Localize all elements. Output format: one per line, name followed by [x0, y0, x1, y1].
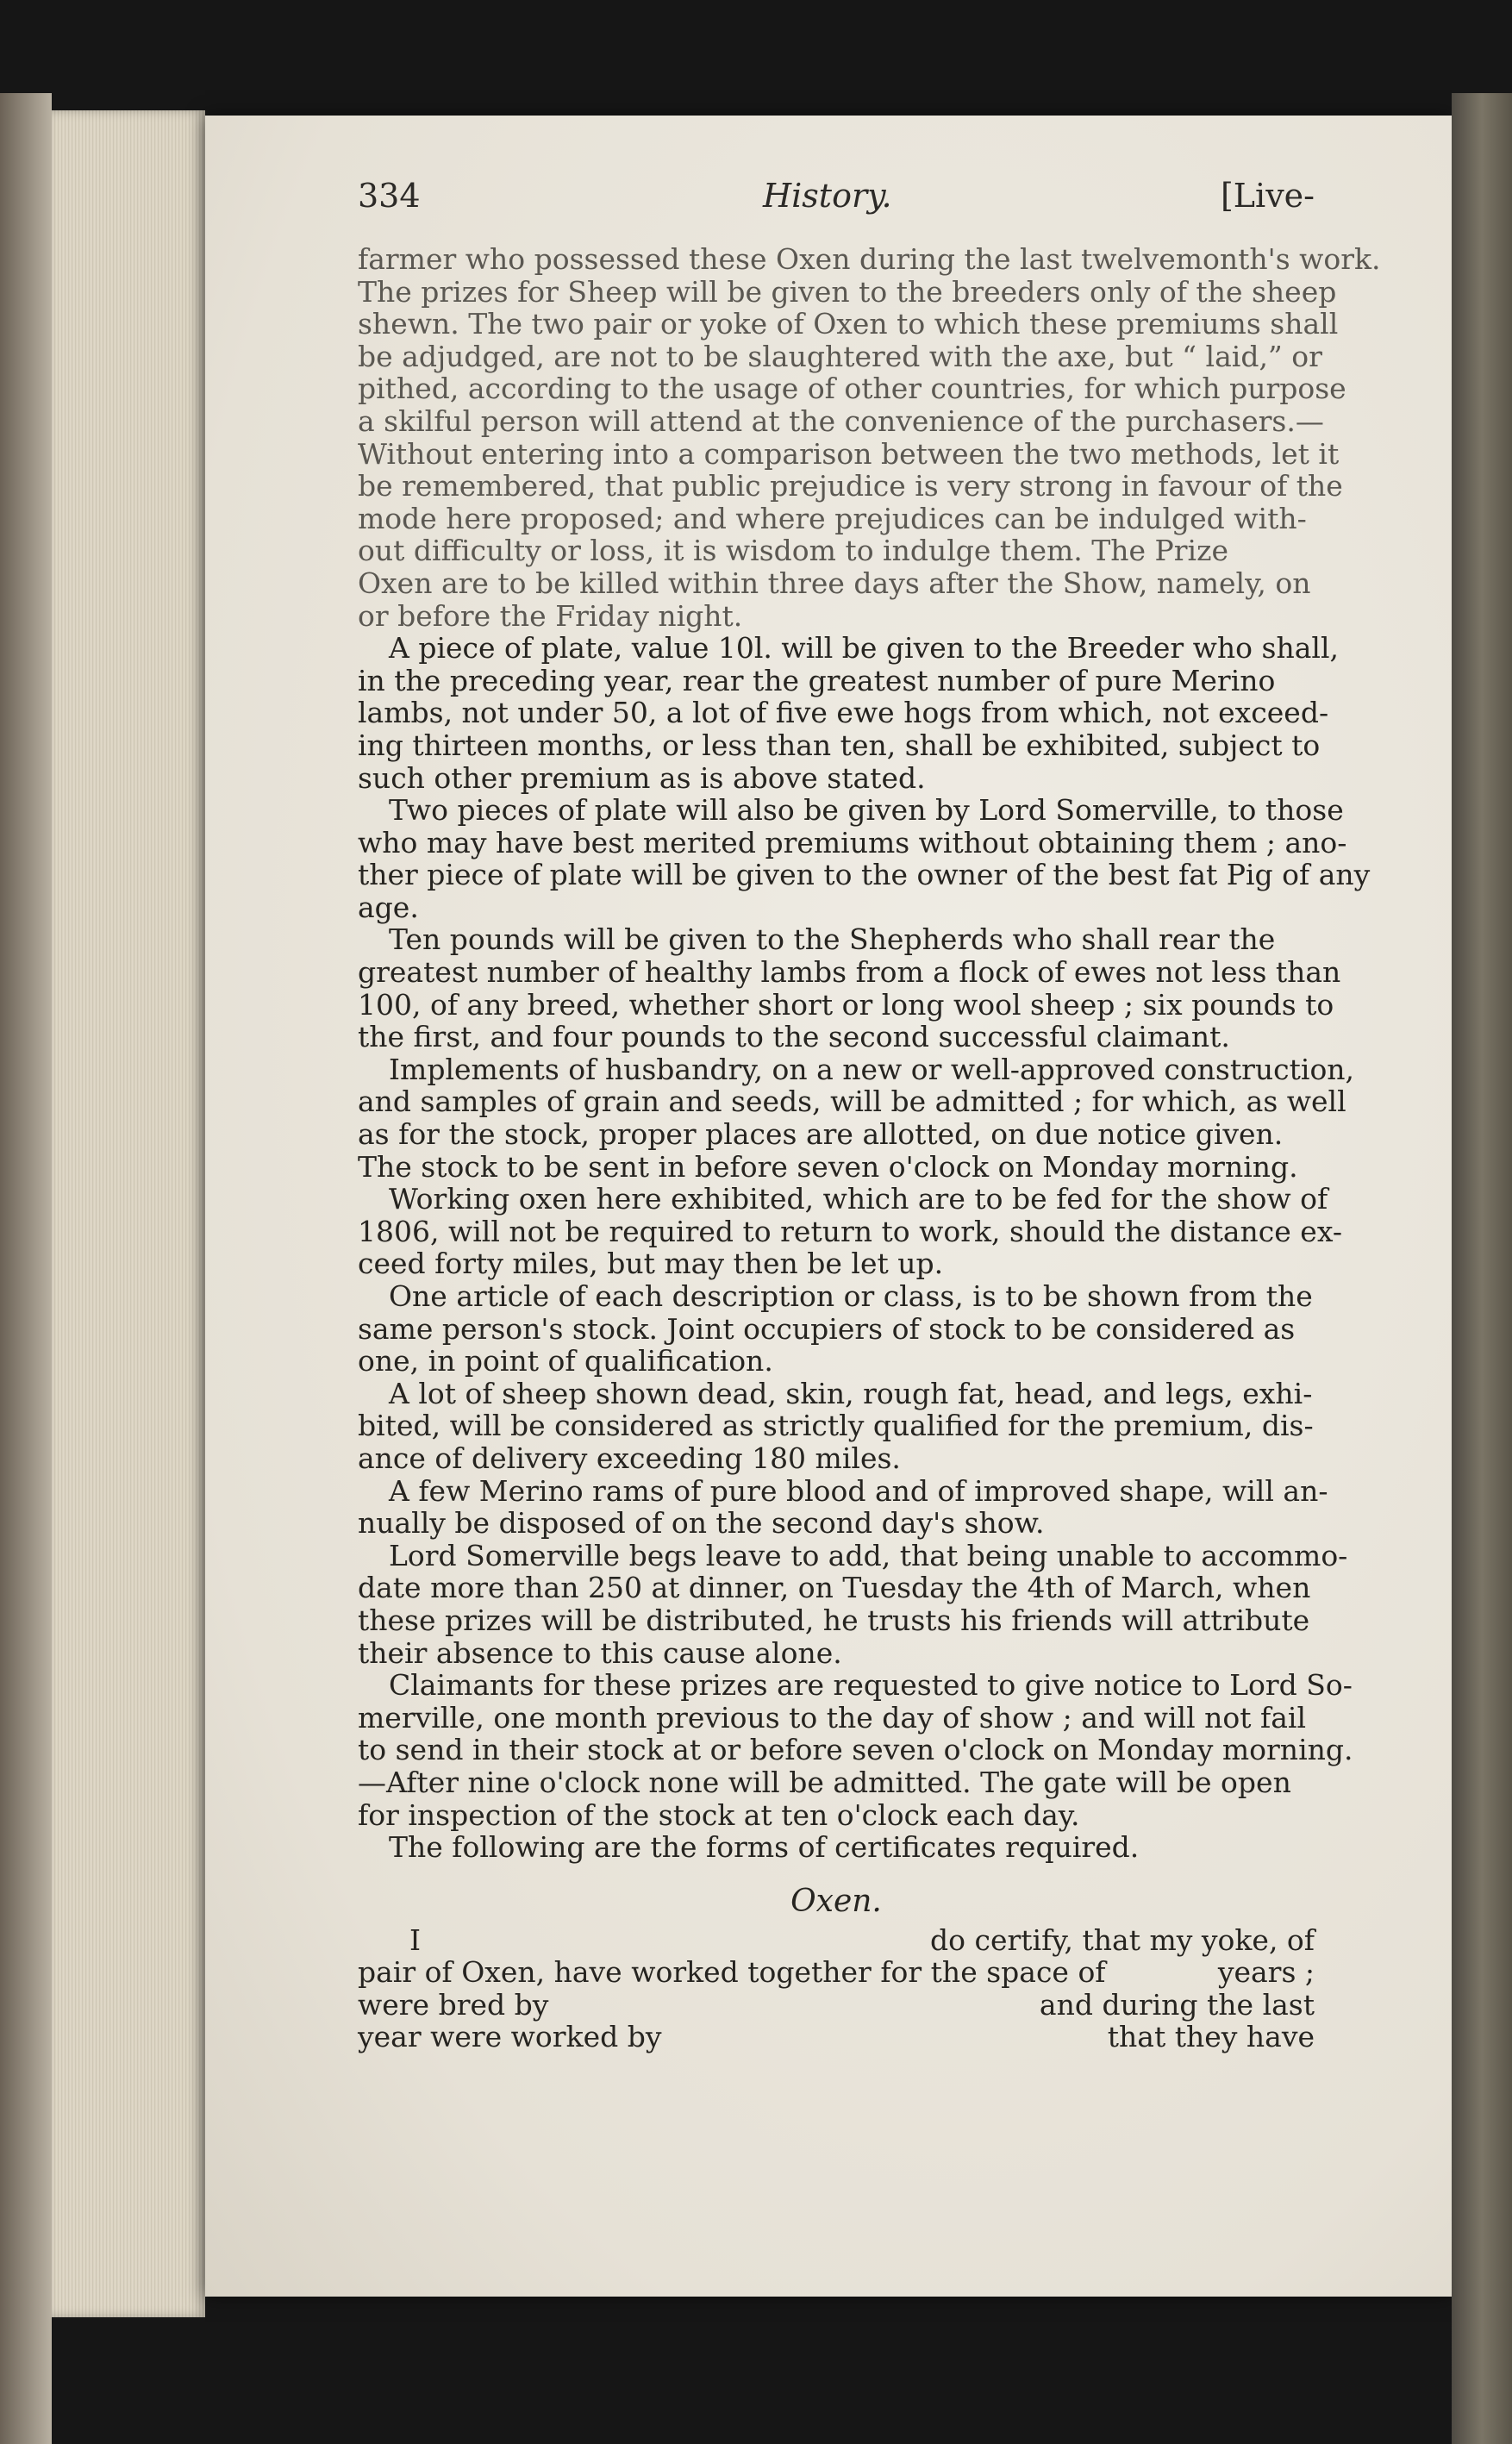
certificate-text-right: that they have	[1107, 2020, 1315, 2054]
text-line: Implements of husbandry, on a new or well-approved construction,	[389, 1052, 1355, 1086]
certificate-line	[358, 1956, 1315, 1989]
certificate-text-right: years ;	[1217, 1955, 1315, 1990]
paragraph	[358, 1473, 1328, 1541]
text-line: who may have best merited premiums without obtaining them ; ano-	[358, 825, 1347, 859]
running-title: History.	[763, 177, 892, 215]
text-line: their absence to this cause alone.	[358, 1635, 842, 1670]
text-line: ing thirteen months, or less than ten, shall be exhibited, subject to	[358, 728, 1321, 762]
paragraph	[358, 793, 1371, 924]
text-line: Without entering into a comparison between the two methods, let it	[358, 436, 1340, 471]
certificate-line	[358, 2021, 1315, 2053]
text-line: Oxen are to be killed within three days after the Show, namely, on	[358, 566, 1311, 600]
text-line: mode here proposed; and where prejudices can be indulged with-	[358, 501, 1307, 535]
text-line: lambs, not under 50, a lot of five ewe hogs from which, not exceed-	[358, 696, 1329, 730]
text-line: to send in their stock at or before seven o'clock on Monday morning.	[358, 1733, 1353, 1767]
certificate-form	[358, 1879, 1315, 2053]
text-line: The prizes for Sheep will be given to the breeders only of the sheep	[358, 274, 1337, 309]
certificate-text-right: do certify, that my yoke, of	[930, 1922, 1315, 1957]
book-right-edge	[1452, 93, 1512, 2444]
text-line: bited, will be considered as strictly qualified for the premium, dis-	[358, 1409, 1314, 1443]
text-line: these prizes will be distributed, he trusts his friends will attribute	[358, 1603, 1310, 1637]
text-line: ance of delivery exceeding 180 miles.	[358, 1441, 901, 1475]
certificate-heading: Oxen.	[790, 1883, 882, 1919]
text-line: date more than 250 at dinner, on Tuesday the 4th of March, when	[358, 1571, 1311, 1605]
page-header	[358, 177, 1315, 228]
text-line: a skilful person will attend at the convenience of the purchasers.—	[358, 403, 1324, 438]
certificate-text-left: I	[409, 1922, 422, 1957]
paragraph	[358, 1378, 1315, 1475]
text-line: one, in point of qualification.	[358, 1344, 773, 1378]
text-line: out difficulty or loss, it is wisdom to indulge them. The Prize	[358, 534, 1228, 568]
paragraphs	[358, 242, 1381, 1865]
text-line: be adjudged, are not to be slaughtered with the axe, but “ laid,” or	[358, 339, 1322, 373]
text-line: nually be disposed of on the second day's show.	[358, 1506, 1045, 1541]
text-line: shewn. The two pair or yoke of Oxen to which these premiums shall	[358, 307, 1339, 341]
paragraph	[358, 1182, 1342, 1281]
text-line: be remembered, that public prejudice is very strong in favour of the	[358, 469, 1343, 503]
text-line: in the preceding year, rear the greatest number of pure Merino	[358, 663, 1276, 697]
text-line: same person's stock. Joint occupiers of stock to be considered as	[358, 1311, 1296, 1346]
text-line: Working oxen here exhibited, which are to be fed for the show of	[389, 1182, 1328, 1216]
text-line: A lot of sheep shown dead, skin, rough fat, head, and legs, exhi-	[389, 1376, 1313, 1410]
text-line: greatest number of healthy lambs from a flock of ewes not less than	[358, 955, 1341, 990]
paragraph	[358, 922, 1341, 1054]
text-line: Claimants for these prizes are requested to give notice to Lord So-	[389, 1668, 1353, 1703]
paragraph	[358, 1668, 1353, 1832]
paragraph	[358, 1538, 1348, 1670]
body-text	[358, 242, 1381, 2054]
page-stack-edge	[52, 110, 205, 2317]
text-line: One article of each description or class, is to be shown from the	[389, 1279, 1313, 1313]
certificate-text-left: year were worked by	[358, 2020, 662, 2054]
text-line: for inspection of the stock at ten o'clock each day.	[358, 1797, 1080, 1832]
text-line: ther piece of plate will be given to the owner of the best fat Pig of any	[358, 858, 1371, 892]
text-line: Two pieces of plate will also be given by Lord Somerville, to those	[389, 793, 1344, 828]
certificate-text-left: were bred by	[358, 1987, 549, 2022]
certificate-text-right: and during the last	[1039, 1987, 1315, 2022]
text-line: A few Merino rams of pure blood and of improved shape, will an-	[389, 1473, 1328, 1508]
paragraph	[358, 1052, 1355, 1184]
text-line: age.	[358, 890, 419, 924]
text-line: ceed forty miles, but may then be let up.	[358, 1247, 944, 1281]
text-line: Lord Somerville begs leave to add, that being unable to accommo-	[389, 1538, 1348, 1572]
text-line: Ten pounds will be given to the Shepherds who shall rear the	[389, 922, 1276, 957]
certificate-text-left: pair of Oxen, have worked together for the space of	[358, 1955, 1106, 1990]
catchword: [Live-	[1220, 177, 1315, 215]
text-line: The stock to be sent in before seven o'clock on Monday morning.	[358, 1149, 1298, 1184]
text-line: 1806, will not be required to return to work, should the distance ex-	[358, 1214, 1342, 1248]
text-line: farmer who possessed these Oxen during the last twelvemonth's work.	[358, 242, 1381, 276]
text-line: The following are the forms of certificates required.	[389, 1830, 1140, 1865]
certificate-line	[358, 1924, 1315, 1957]
paragraph	[358, 242, 1381, 633]
certificate-line	[358, 1989, 1315, 2022]
text-line: merville, one month previous to the day of show ; and will not fail	[358, 1700, 1307, 1735]
text-line: or before the Friday night.	[358, 598, 743, 633]
book-cover-edge	[0, 93, 52, 2444]
paragraph	[358, 1280, 1315, 1378]
text-line: such other premium as is above stated.	[358, 760, 926, 795]
text-line: and samples of grain and seeds, will be admitted ; for which, as well	[358, 1084, 1346, 1119]
text-line: as for the stock, proper places are allotted, on due notice given.	[358, 1117, 1284, 1152]
paragraph	[358, 1831, 1315, 1864]
text-line: A piece of plate, value 10l. will be given to the Breeder who shall,	[389, 631, 1340, 666]
paragraph	[358, 631, 1340, 795]
text-line: 100, of any breed, whether short or long wool sheep ; six pounds to	[358, 987, 1334, 1022]
text-line: —After nine o'clock none will be admitted. The gate will be open	[358, 1765, 1291, 1799]
page-number: 334	[358, 177, 421, 215]
text-line: pithed, according to the usage of other countries, for which purpose	[358, 372, 1346, 406]
text-line: the first, and four pounds to the second successful claimant.	[358, 1020, 1230, 1054]
